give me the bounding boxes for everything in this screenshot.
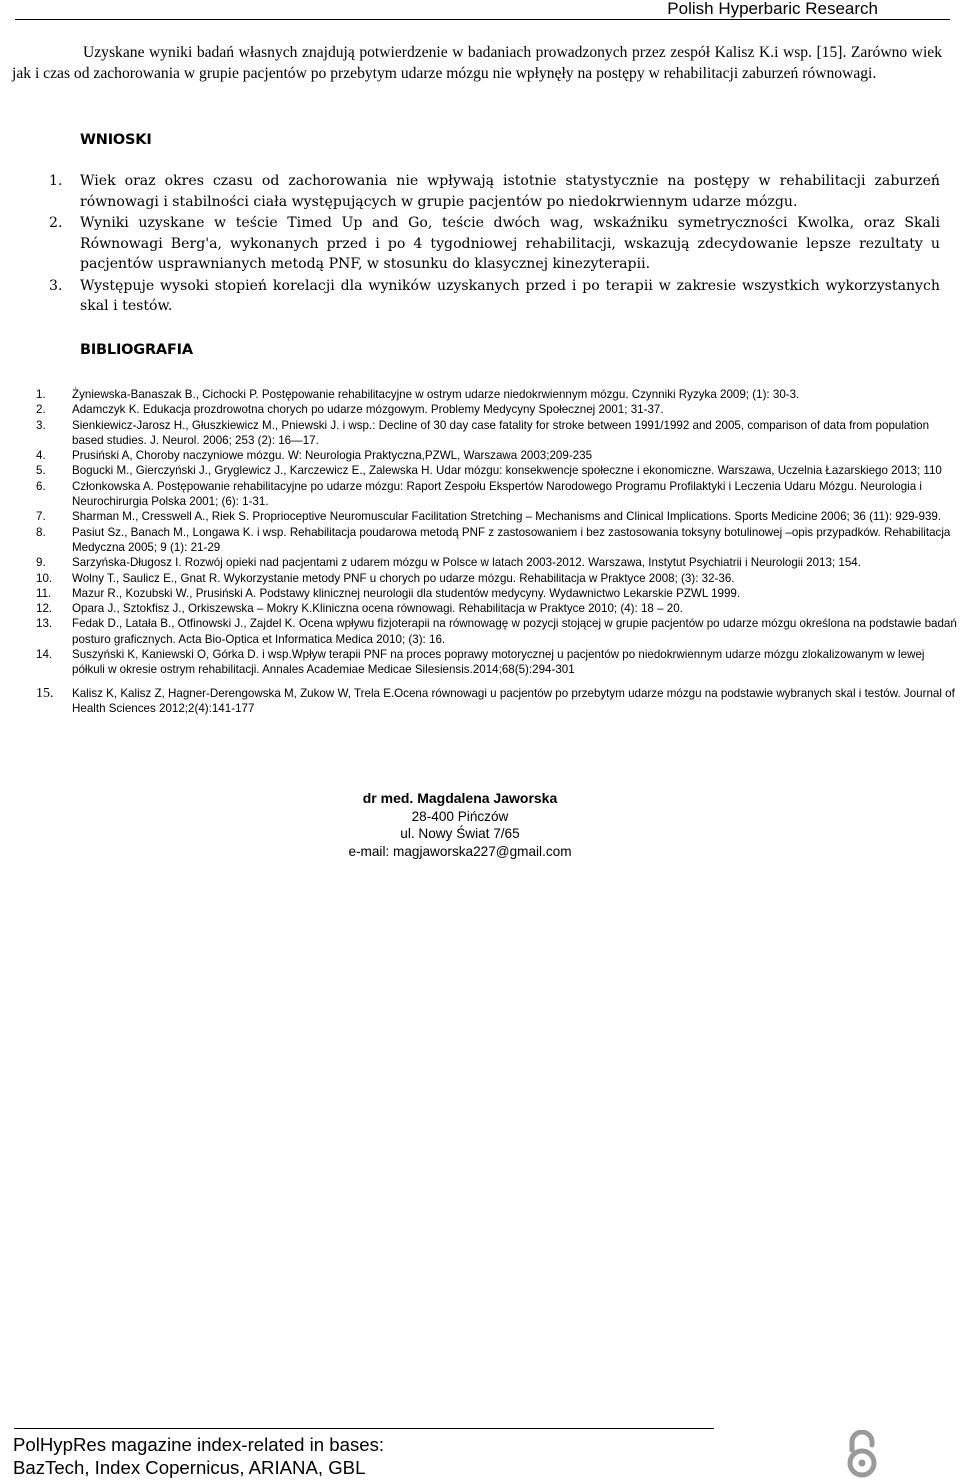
bibliography-item	[36, 418, 958, 449]
bibliography-item	[36, 586, 958, 601]
conclusion-text: Występuje wysoki stopień korelacji dla wyników uzyskanych przed i po terapii w zakresie wszystkich wykorzystanych skal i testów.	[80, 277, 940, 315]
footer-divider	[14, 1428, 714, 1429]
conclusion-number: 2.	[49, 214, 63, 231]
bibliography-item	[36, 463, 958, 478]
bibliography-item	[36, 616, 958, 647]
author-name: dr med. Magdalena Jaworska	[362, 790, 558, 806]
bibliography-text: Wolny T., Saulicz E., Gnat R. Wykorzystanie metody PNF u chorych po udarze mózgu. Rehabilitacja w Praktyce 2008; (3): 32-36.	[72, 571, 735, 585]
bibliography-text: Żyniewska-Banaszak B., Cichocki P. Postępowanie rehabilitacyjne w ostrym udarze niedokrwiennym mózgu. Czynniki Ryzyka 2009; (1): 30-3.	[72, 388, 800, 401]
bibliography-number: 15.	[36, 685, 54, 701]
bibliography-text: Fedak D., Latała B., Otfinowski J., Zajdel K. Ocena wpływu fizjoterapii na równowagę w pozycji stojącej w grupie pacjentów po udarze mózgu określona na podstawie badań posturo graficznych. Acta Bio-Optica et Informatica Medica 2010; (3): 16.	[72, 617, 957, 646]
bibliography-text: Kalisz K, Kalisz Z, Hagner-Derengowska M, Zukow W, Trela E.Ocena równowagi u pacjentów po przebytym udarze mózgu na podstawie wybranych skal i testów. Journal of Health Sciences 2012;2(4):141-177	[72, 686, 955, 715]
bibliography-number: 4.	[36, 449, 46, 463]
footer-line-1: PolHypRes magazine index-related in bases:	[13, 1434, 385, 1455]
bibliography-text: Adamczyk K. Edukacja prozdrowotna chorych po udarze mózgowym. Problemy Medycyny Społecznej 2001; 31-37.	[72, 403, 664, 417]
intro-paragraph: Uzyskane wyniki badań własnych znajdują potwierdzenie w badaniach prowadzonych przez zespół Kalisz K.i wsp. [15]. Zarówno wiek jak i czas od zachorowania w grupie pacjentów po przebytym udarze mózgu nie wpłynęły na postępy w rehabilitacji zaburzeń równowagi.	[12, 44, 942, 82]
author-signature	[240, 790, 680, 860]
bibliography-text: Prusiński A, Choroby naczyniowe mózgu. W: Neurologia Praktyczna,PZWL, Warszawa 2003;209-235	[72, 449, 593, 463]
conclusion-item	[49, 213, 940, 275]
bibliography-number: 10.	[36, 571, 53, 585]
bibliography-text: Pasiut Sz., Banach M., Longawa K. i wsp. Rehabilitacja poudarowa metodą PNF z zastosowaniem i bez zastosowania toksyny botulinowej –opis przypadków. Rehabilitacja Medyczna 2005; 9 (1): 21-29	[72, 525, 951, 554]
bibliography-text: Sharman M., Cresswell A., Riek S. Proprioceptive Neuromuscular Facilitation Stretching – Mechanisms and Clinical Implications. Sports Medicine 2006; 36 (11): 929-939.	[72, 510, 942, 524]
bibliography-number: 11.	[36, 586, 52, 600]
bibliography-item	[36, 647, 958, 678]
bibliography-text: Opara J., Sztokfisz J., Orkiszewska – Mokry K.Kliniczna ocena równowagi. Rehabilitacja w Praktyce 2010; (4): 18 – 20.	[72, 602, 683, 616]
conclusion-item	[49, 276, 940, 317]
bibliography-item	[36, 525, 958, 556]
bibliography-item	[36, 448, 958, 463]
bibliography-item	[36, 571, 958, 586]
bibliography-number: 8.	[36, 525, 46, 539]
bibliography-text: Mazur R., Kozubski W., Prusiński A. Podstawy klinicznej neurologii dla studentów medycyny. Wydawnictwo Lekarskie PZWL 1999.	[72, 586, 741, 600]
journal-title: Polish Hyperbaric Research	[667, 0, 878, 18]
conclusion-text: Wyniki uzyskane w teście Timed Up and Go, teście dwóch wag, wskaźniku symetryczności Kwolka, oraz Skali Równowagi Berg'a, wykonanych przed i po 4 tygodniowej rehabilitacji, wskazują zdecydowanie lepsze rezultaty u pacjentów usprawnianych metodą PNF, w stosunku do klasycznej kinezyterapii.	[80, 214, 940, 273]
bibliography-item	[36, 555, 958, 570]
conclusion-item	[49, 171, 940, 212]
bibliography-text: Sarzyńska-Długosz I. Rozwój opieki nad pacjentami z udarem mózgu w Polsce w latach 2003-2012. Warszawa, Instytut Psychiatrii i Neurologii 2013; 154.	[72, 556, 861, 570]
conclusions-heading: WNIOSKI	[80, 132, 152, 148]
bibliography-number: 1.	[36, 388, 46, 401]
bibliography-item	[36, 509, 958, 524]
bibliography-number: 12.	[36, 602, 53, 616]
bibliography-number: 5.	[36, 464, 46, 478]
bibliography-number: 3.	[36, 418, 46, 432]
bibliography-item	[36, 601, 958, 616]
bibliography-item	[36, 402, 958, 417]
author-street: ul. Nowy Świat 7/65	[400, 826, 520, 842]
bibliography-number: 6.	[36, 479, 46, 493]
bibliography-number: 7.	[36, 510, 46, 524]
bibliography-item	[36, 387, 958, 402]
bibliography-item	[36, 479, 958, 510]
header-divider	[15, 19, 950, 20]
bibliography-text: Suszyński K, Kaniewski O, Górka D. i wsp.Wpływ terapii PNF na proces poprawy motorycznej u pacjentów po niedokrwiennym udarze mózgu zlokalizowanym w lewej półkuli w okresie ostrym rehabilitacji. Annales Academiae Medicae Silesiensis.2014;68(5):294-301	[72, 648, 925, 677]
footer-line-2: BazTech, Index Copernicus, ARIANA, GBL	[13, 1457, 366, 1478]
bibliography-number: 2.	[36, 403, 46, 417]
bibliography-number: 9.	[36, 556, 46, 570]
conclusion-number: 1.	[49, 173, 63, 189]
bibliography-text: Członkowska A. Postępowanie rehabilitacyjne po udarze mózgu: Raport Zespołu Ekspertów Narodowego Programu Profilaktyki i Leczenia Udaru Mózgu. Neurologia i Neurochirurgia Polska 2001; (6): 1-31.	[72, 479, 923, 509]
conclusion-text: Wiek oraz okres czasu od zachorowania nie wpływają istotnie statystycznie na postępy w rehabilitacji zaburzeń równowagi i stabilności ciała występujących w grupie pacjentów po niedokrwiennym udarze mózgu.	[80, 173, 940, 210]
bibliography-number: 13.	[36, 617, 53, 631]
bibliography-item	[36, 686, 958, 717]
author-email: e-mail: magjaworska227@gmail.com	[348, 843, 572, 859]
bibliography-text: Sienkiewicz-Jarosz H., Głuszkiewicz M., Pniewski J. i wsp.: Decline of 30 day case fatality for stroke between 1991/1992 and 2005, comparison of data from population based studies. J. Neurol. 2006; 253 (2): 16—17.	[72, 418, 930, 447]
bibliography-text: Bogucki M., Gierczyński J., Gryglewicz J., Karczewicz E., Zalewska H. Udar mózgu: konsekwencje społeczne i ekonomiczne. Warszawa, Uczelnia Łazarskiego 2013; 110	[72, 464, 942, 478]
bibliography-list	[36, 387, 958, 716]
conclusion-number: 3.	[49, 277, 63, 294]
author-postal: 28-400 Pińczów	[411, 808, 509, 824]
footer-indexing	[13, 1433, 384, 1479]
bibliography-number: 14.	[36, 648, 53, 662]
bibliography-heading: BIBLIOGRAFIA	[80, 342, 193, 358]
open-access-icon	[842, 1430, 882, 1478]
conclusions-list	[49, 171, 940, 317]
